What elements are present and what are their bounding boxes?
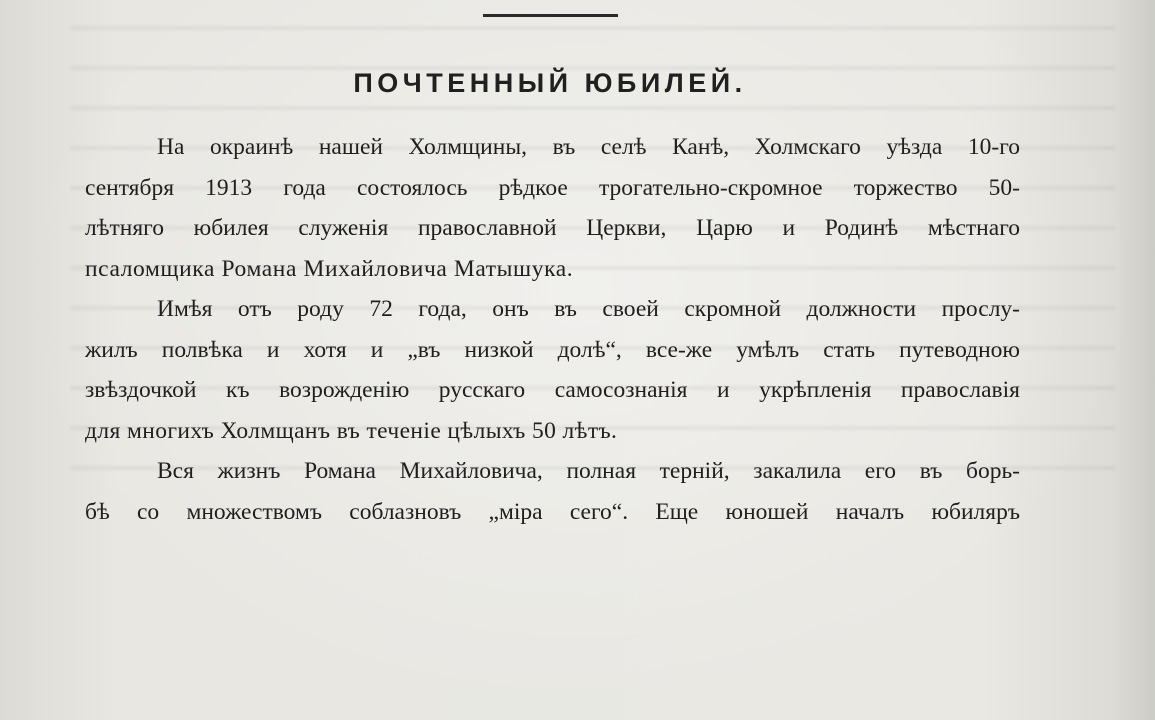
text-line: На окраинѣ нашей Холмщины, въ селѣ Канѣ, Холмскаго уѣзда 10-го bbox=[157, 134, 1020, 160]
text-line: звѣздочкой къ возрожденію русскаго самосознанія и укрѣпленія православія bbox=[85, 377, 1020, 403]
header-rule bbox=[483, 14, 618, 17]
paragraph-2 bbox=[85, 289, 1020, 451]
page-edge-shadow bbox=[1110, 0, 1155, 720]
article-title: ПОЧТЕННЫЙ ЮБИЛЕЙ. bbox=[353, 68, 747, 98]
text-line: лѣтняго юбилея служенія православной Церкви, Царю и Родинѣ мѣстнаго bbox=[85, 215, 1020, 241]
text-line: жилъ полвѣка и хотя и „въ низкой долѣ“, все-же умѣлъ стать путеводною bbox=[85, 336, 1020, 363]
paragraph-3 bbox=[85, 451, 1020, 532]
text-line: бѣ со множествомъ соблазновъ „міра сего“. Еще юношей началъ юбиляръ bbox=[85, 498, 1020, 525]
text-line: для многихъ Холмщанъ въ теченіе цѣлыхъ 50 лѣтъ. bbox=[85, 417, 618, 444]
text-line: псаломщика Романа Михайловича Матышука. bbox=[85, 255, 574, 282]
article-body bbox=[85, 127, 1020, 532]
text-line: Имѣя отъ роду 72 года, онъ въ своей скромной должности прослу- bbox=[157, 296, 1020, 322]
paragraph-1 bbox=[85, 127, 1020, 289]
text-line: Вся жизнъ Романа Михайловича, полная терній, закалила его въ борь- bbox=[157, 458, 1020, 484]
text-line: сентября 1913 года состоялось рѣдкое трогательно-скромное торжество 50- bbox=[85, 174, 1020, 201]
